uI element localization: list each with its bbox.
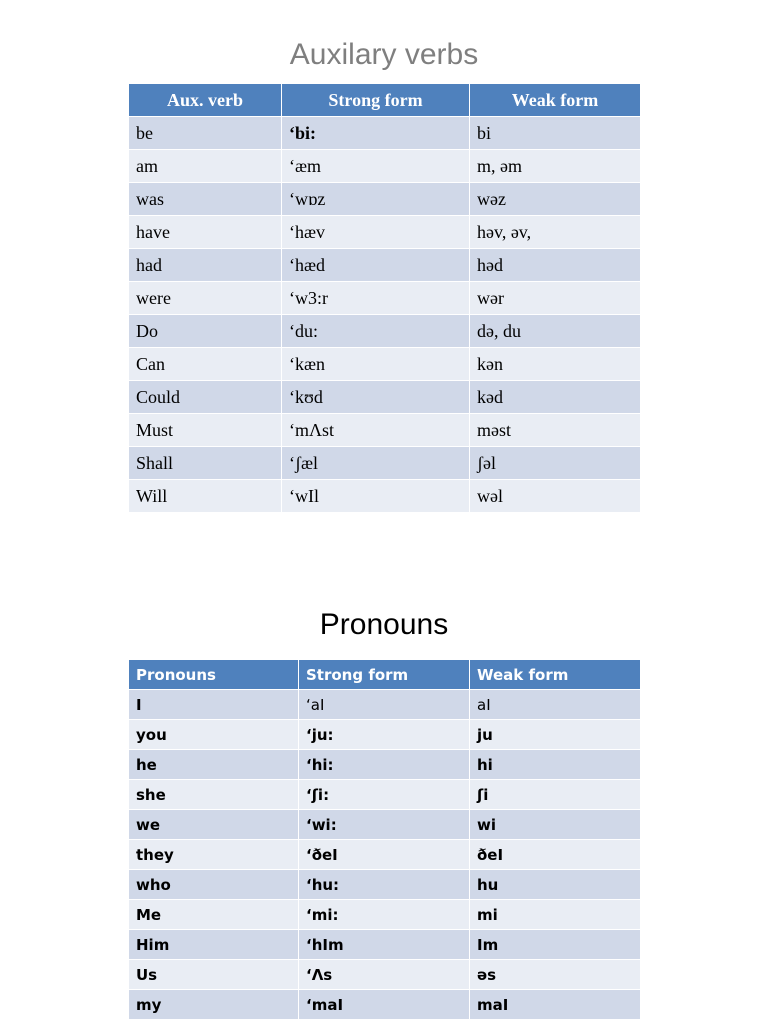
table-header-row: [129, 84, 641, 117]
weak-form-cell: ʃi: [470, 780, 641, 810]
strong-form-cell: ‘ʃi:: [299, 780, 470, 810]
weak-form-cell: əs: [470, 960, 641, 990]
weak-form-cell: hu: [470, 870, 641, 900]
weak-form-cell: mi: [470, 900, 641, 930]
table-row: [129, 381, 641, 414]
pronoun-cell: we: [129, 810, 299, 840]
table-row: [129, 348, 641, 381]
aux-verb-cell: was: [129, 183, 282, 216]
weak-form-cell: wəz: [470, 183, 641, 216]
table-row: [129, 216, 641, 249]
pronoun-cell: my: [129, 990, 299, 1020]
weak-form-cell: kən: [470, 348, 641, 381]
strong-form-cell: ‘hu:: [299, 870, 470, 900]
pronouns-table: [128, 659, 641, 1020]
weak-form-cell: kəd: [470, 381, 641, 414]
column-header-strong-form: Strong form: [299, 660, 470, 690]
table-row: [129, 990, 641, 1020]
strong-form-cell: ‘Λs: [299, 960, 470, 990]
strong-form-cell: ‘hIm: [299, 930, 470, 960]
table-row: [129, 840, 641, 870]
strong-form-cell: ‘ju:: [299, 720, 470, 750]
table-row: [129, 282, 641, 315]
weak-form-cell: bi: [470, 117, 641, 150]
table-row: [129, 315, 641, 348]
strong-form-cell: ‘mΛst: [282, 414, 470, 447]
table-row: [129, 117, 641, 150]
pronouns-title: Pronouns: [319, 608, 449, 641]
weak-form-cell: m, əm: [470, 150, 641, 183]
pronoun-cell: Me: [129, 900, 299, 930]
strong-form-cell: ‘wIl: [282, 480, 470, 513]
table-row: [129, 900, 641, 930]
aux-verb-cell: Will: [129, 480, 282, 513]
column-header-strong-form: Strong form: [282, 84, 470, 117]
strong-form-cell: ‘ðeI: [299, 840, 470, 870]
pronoun-cell: who: [129, 870, 299, 900]
table-header-row: [129, 660, 641, 690]
weak-form-cell: maI: [470, 990, 641, 1020]
pronoun-cell: they: [129, 840, 299, 870]
column-header-aux-verb: Aux. verb: [129, 84, 282, 117]
weak-form-cell: wəl: [470, 480, 641, 513]
strong-form-cell: ‘bi:: [282, 117, 470, 150]
column-header-pronouns: Pronouns: [129, 660, 299, 690]
strong-form-cell: ‘maI: [299, 990, 470, 1020]
table-row: [129, 480, 641, 513]
aux-verbs-table: [128, 83, 641, 513]
pronoun-cell: Us: [129, 960, 299, 990]
strong-form-cell: ‘kʊd: [282, 381, 470, 414]
strong-form-cell: ‘hæv: [282, 216, 470, 249]
aux-verb-cell: had: [129, 249, 282, 282]
strong-form-cell: ‘hæd: [282, 249, 470, 282]
strong-form-cell: ‘aI: [299, 690, 470, 720]
table-row: [129, 750, 641, 780]
pronoun-cell: he: [129, 750, 299, 780]
pronoun-cell: she: [129, 780, 299, 810]
table-row: [129, 930, 641, 960]
aux-verb-cell: be: [129, 117, 282, 150]
table-row: [129, 960, 641, 990]
weak-form-cell: də, du: [470, 315, 641, 348]
table-row: [129, 447, 641, 480]
pronoun-cell: you: [129, 720, 299, 750]
weak-form-cell: wi: [470, 810, 641, 840]
aux-verb-cell: am: [129, 150, 282, 183]
weak-form-cell: ðeI: [470, 840, 641, 870]
aux-verbs-title: Auxilary verbs: [289, 38, 479, 71]
strong-form-cell: ‘wi:: [299, 810, 470, 840]
weak-form-cell: Im: [470, 930, 641, 960]
table-row: [129, 249, 641, 282]
weak-form-cell: hi: [470, 750, 641, 780]
table-row: [129, 870, 641, 900]
table-row: [129, 810, 641, 840]
aux-verb-cell: Do: [129, 315, 282, 348]
aux-verb-cell: Shall: [129, 447, 282, 480]
strong-form-cell: ‘æm: [282, 150, 470, 183]
weak-form-cell: wər: [470, 282, 641, 315]
aux-verb-cell: Must: [129, 414, 282, 447]
table-row: [129, 780, 641, 810]
aux-verb-cell: Can: [129, 348, 282, 381]
strong-form-cell: ‘hi:: [299, 750, 470, 780]
weak-form-cell: məst: [470, 414, 641, 447]
strong-form-cell: ‘mi:: [299, 900, 470, 930]
weak-form-cell: ʃəl: [470, 447, 641, 480]
aux-verb-cell: Could: [129, 381, 282, 414]
table-row: [129, 414, 641, 447]
column-header-weak-form: Weak form: [470, 660, 641, 690]
pronoun-cell: Him: [129, 930, 299, 960]
strong-form-cell: ‘w3:r: [282, 282, 470, 315]
weak-form-cell: həv, əv,: [470, 216, 641, 249]
table-row: [129, 150, 641, 183]
strong-form-cell: ‘du:: [282, 315, 470, 348]
strong-form-cell: ‘ʃæl: [282, 447, 470, 480]
weak-form-cell: ju: [470, 720, 641, 750]
pronoun-cell: I: [129, 690, 299, 720]
weak-form-cell: aI: [470, 690, 641, 720]
strong-form-cell: ‘wɒz: [282, 183, 470, 216]
weak-form-cell: həd: [470, 249, 641, 282]
aux-verb-cell: have: [129, 216, 282, 249]
strong-form-cell: ‘kæn: [282, 348, 470, 381]
table-row: [129, 720, 641, 750]
aux-verb-cell: were: [129, 282, 282, 315]
table-row: [129, 690, 641, 720]
column-header-weak-form: Weak form: [470, 84, 641, 117]
table-row: [129, 183, 641, 216]
